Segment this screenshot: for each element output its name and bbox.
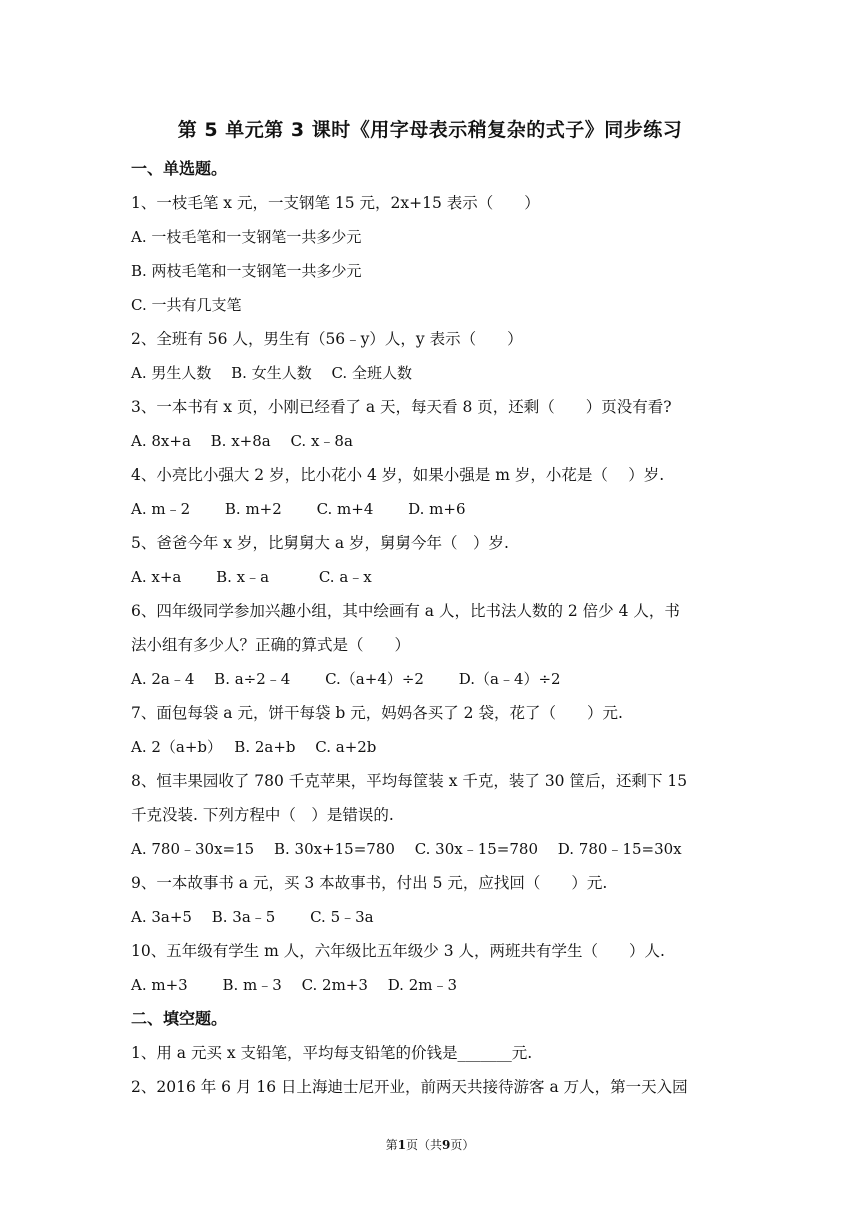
footer-suffix: 页） — [450, 1138, 475, 1152]
page-footer — [0, 1136, 860, 1153]
answer-options: A. 3a+5 B. 3a﹣5 C. 5﹣3a — [131, 908, 374, 926]
question-text: 7、面包每袋 a 元，饼干每袋 b 元，妈妈各买了 2 袋，花了（ ）元. — [131, 704, 623, 722]
question-text: 2、2016 年 6 月 16 日上海迪士尼开业，前两天共接待游客 a 万人，第一天入园 — [131, 1078, 688, 1096]
question-text: 8、恒丰果园收了 780 千克苹果，平均每筐装 x 千克，装了 30 筐后，还剩下 15 — [131, 772, 688, 790]
question-text: 5、爸爸今年 x 岁，比舅舅大 a 岁，舅舅今年（ ）岁. — [131, 534, 509, 552]
footer-total-pages: 9 — [442, 1138, 451, 1152]
section-heading: 二、填空题。 — [131, 1009, 228, 1028]
question-text: 6、四年级同学参加兴趣小组，其中绘画有 a 人，比书法人数的 2 倍少 4 人，书 — [131, 602, 680, 620]
question-text: 10、五年级有学生 m 人，六年级比五年级少 3 人，两班共有学生（ ）人. — [131, 942, 665, 960]
answer-options: A. 2（a+b） B. 2a+b C. a+2b — [131, 738, 377, 756]
answer-options: A. m+3 B. m﹣3 C. 2m+3 D. 2m﹣3 — [131, 976, 458, 994]
answer-options: A. 780﹣30x=15 B. 30x+15=780 C. 30x﹣15=780 D. 780﹣15=30x — [131, 840, 682, 858]
question-text: 3、一本书有 x 页，小刚已经看了 a 天，每天看 8 页，还剩（ ）页没有看? — [131, 398, 672, 416]
question-text: 4、小亮比小强大 2 岁，比小花小 4 岁，如果小强是 m 岁，小花是（ ）岁. — [131, 466, 665, 484]
answer-option: B. 两枝毛笔和一支钢笔一共多少元 — [131, 262, 362, 280]
footer-middle: 页（共 — [405, 1138, 442, 1152]
answer-options: A. m﹣2 B. m+2 C. m+4 D. m+6 — [131, 500, 466, 518]
question-text: 1、用 a 元买 x 支铅笔，平均每支铅笔的价钱是_______元. — [131, 1044, 533, 1062]
answer-options: A. 2a﹣4 B. a÷2﹣4 C.（a+4）÷2 D.（a﹣4）÷2 — [131, 670, 561, 688]
question-text: 1、一枝毛笔 x 元，一支钢笔 15 元，2x+15 表示（ ） — [131, 194, 540, 212]
section-heading: 一、单选题。 — [131, 159, 228, 178]
answer-options: A. 男生人数 B. 女生人数 C. 全班人数 — [131, 364, 412, 382]
document-body — [131, 152, 731, 1104]
footer-page-number: 1 — [397, 1138, 406, 1152]
question-text-continued: 千克没装. 下列方程中（ ）是错误的. — [131, 806, 394, 824]
document-title: 第 5 单元第 3 课时《用字母表示稍复杂的式子》同步练习 — [177, 119, 683, 141]
answer-options: A. 8x+a B. x+8a C. x﹣8a — [131, 432, 353, 450]
footer-prefix: 第 — [385, 1138, 398, 1152]
question-text-continued: 法小组有多少人？正确的算式是（ ） — [131, 636, 411, 654]
question-text: 9、一本故事书 a 元，买 3 本故事书，付出 5 元，应找回（ ）元. — [131, 874, 608, 892]
answer-option: C. 一共有几支笔 — [131, 296, 242, 314]
question-text: 2、全班有 56 人，男生有（56﹣y）人，y 表示（ ） — [131, 330, 523, 348]
answer-option: A. 一枝毛笔和一支钢笔一共多少元 — [131, 228, 362, 246]
answer-options: A. x+a B. x﹣a C. a﹣x — [131, 568, 372, 586]
